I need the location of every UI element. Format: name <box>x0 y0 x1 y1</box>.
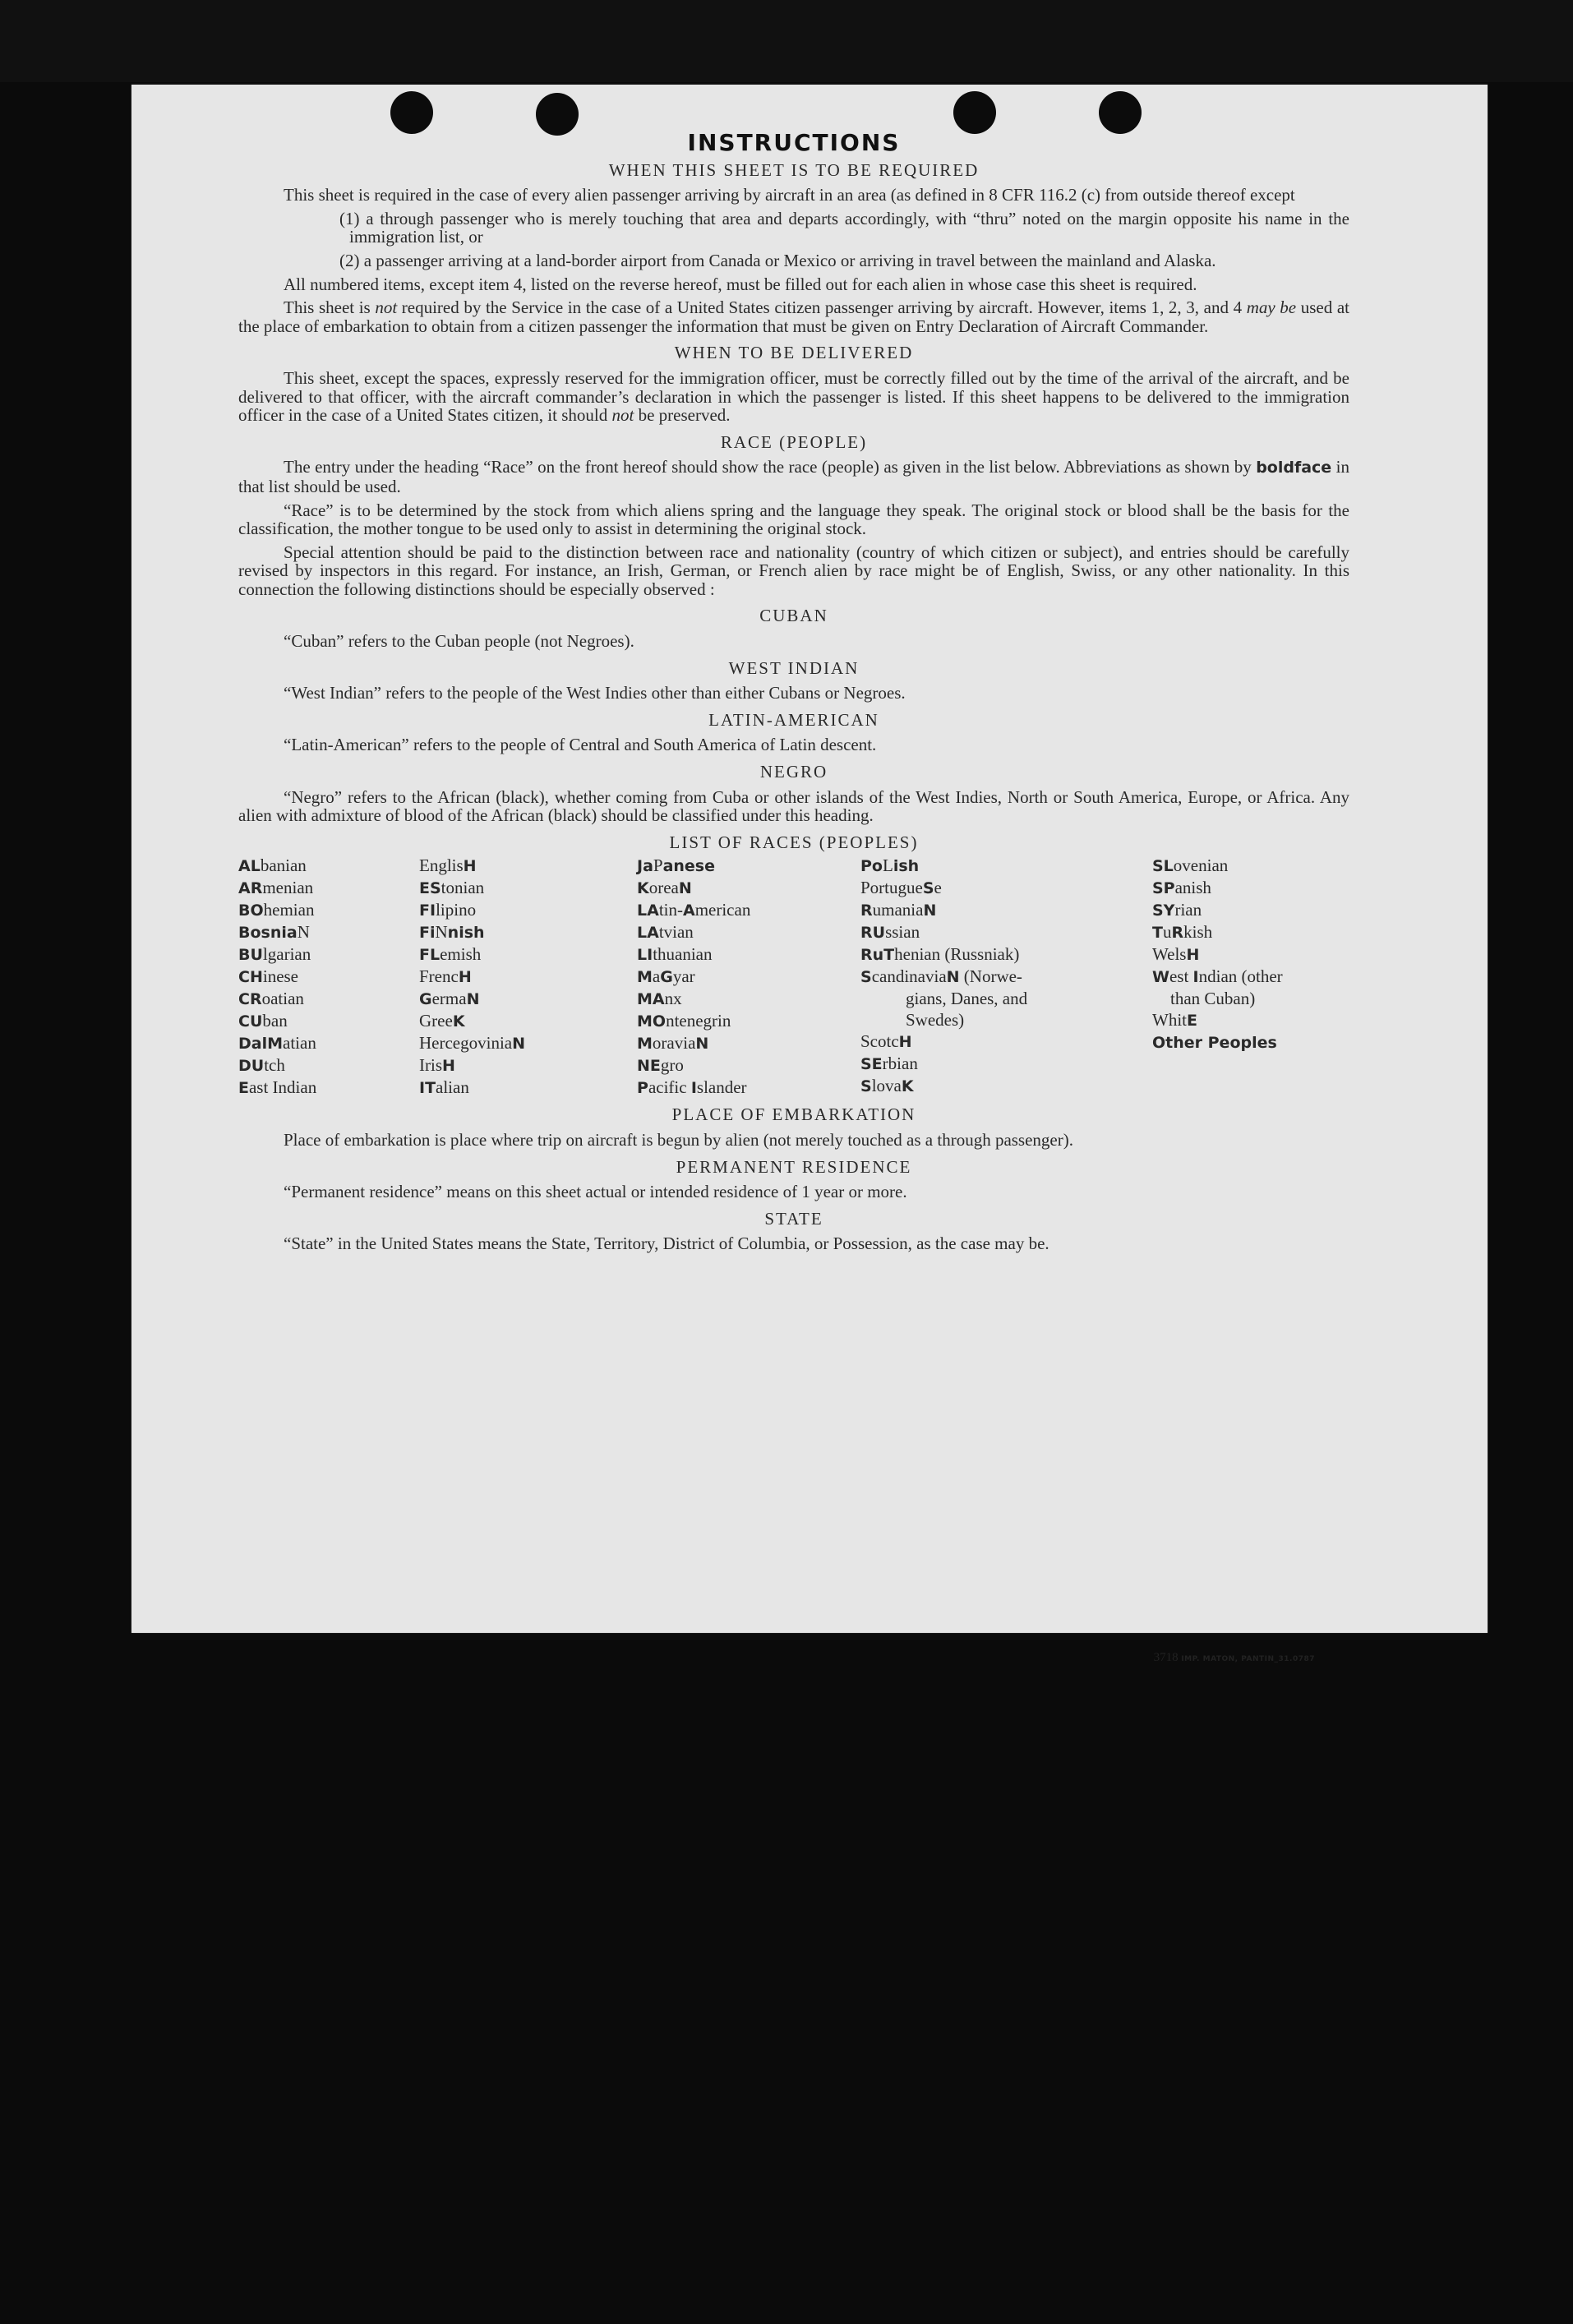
punch-hole <box>390 91 433 134</box>
race-entry: DUtch <box>238 1055 285 1076</box>
race-entry: NEgro <box>637 1055 684 1076</box>
paragraph: “West Indian” refers to the people of the West Indies other than either Cubans or Negroes. <box>284 683 906 703</box>
race-entry: RUssian <box>860 922 920 943</box>
race-entry: SLovenian <box>1152 855 1229 876</box>
paragraph: “State” in the United States means the State, Territory, District of Columbia, or Possession, as the case may be. <box>284 1233 1049 1254</box>
race-entry: BOhemian <box>238 900 315 920</box>
paragraph: This sheet, except the spaces, expressly reserved for the immigration officer, must be correctly filled out by the time of the arrival of the aircraft, and be delivered to that officer, with the aircraft commander’s declaration in which the passenger is listed. If this sheet happens to be delivered to the immigration officer in the case of a United States citizen, it should not be preserved. <box>238 367 1349 426</box>
section-heading: WHEN TO BE DELIVERED <box>674 343 914 363</box>
paragraph: “Negro” refers to the African (black), whether coming from Cuba or other islands of the West Indies, North or South America, Europe, or Africa. Any alien with admixture of blood of the African (black) should be classified under this heading. <box>238 786 1349 826</box>
paragraph: Special attention should be paid to the distinction between race and nationality (country of which citizen or subject), and entries should be carefully revised by inspectors in this regard. For instance, an Irish, German, or French alien by race might be of English, Swiss, or any other nationality. In this connection the following distinctions should be especially observed : <box>238 542 1349 599</box>
section-heading: PLACE OF EMBARKATION <box>671 1104 916 1125</box>
punch-hole <box>1099 91 1142 134</box>
race-entry: Pacific Islander <box>637 1077 747 1098</box>
race-entry: ALbanian <box>238 855 307 876</box>
race-entry: LIthuanian <box>637 944 713 965</box>
race-entry: ScandinaviaN (Norwe- <box>860 966 1022 987</box>
race-entry: ScotcH <box>860 1031 912 1052</box>
race-entry: EStonian <box>419 878 485 898</box>
race-entry: gians, Danes, and <box>906 989 1028 1009</box>
race-entry: FIlipino <box>419 900 477 920</box>
paragraph: “Race” is to be determined by the stock from which aliens spring and the language they speak. The original stock or blood shall be the basis for the classification, the mother tongue to be used only to assist in determining the original stock. <box>238 500 1349 539</box>
race-column <box>1152 855 1349 1099</box>
race-entry: East Indian <box>238 1077 317 1098</box>
race-entry: BUlgarian <box>238 944 311 965</box>
race-entry: ITalian <box>419 1077 469 1098</box>
section-heading: PERMANENT RESIDENCE <box>676 1156 912 1177</box>
instruction-sheet <box>131 85 1488 1664</box>
race-entry: KoreaN <box>637 878 692 898</box>
race-entry: CRoatian <box>238 989 304 1009</box>
race-entry: EnglisH <box>419 855 477 876</box>
race-entry: SYrian <box>1152 900 1202 920</box>
race-entry: FiNnish <box>419 922 485 943</box>
paragraph: The entry under the heading “Race” on the front hereof should show the race (people) as given in the list below. Abbreviations as shown by boldface in that list should be used. <box>238 457 1350 496</box>
race-entry: GermaN <box>419 989 480 1009</box>
race-entry: HercegoviniaN <box>419 1033 526 1054</box>
race-entry: DalMatian <box>238 1033 316 1054</box>
race-entry: LAtin-American <box>637 900 751 920</box>
race-entry: Other Peoples <box>1152 1034 1277 1053</box>
punch-hole <box>536 93 579 136</box>
race-entry: MoraviaN <box>637 1033 709 1054</box>
section-heading: LIST OF RACES (PEOPLES) <box>669 832 919 852</box>
race-entry: WelsH <box>1152 944 1200 965</box>
race-entry: FLemish <box>419 944 482 965</box>
paragraph: This sheet is required in the case of every alien passenger arriving by aircraft in an area (as defined in 8 CFR 116.2 (c) from outside thereof except <box>284 185 1295 205</box>
race-entry: JaPanese <box>637 855 716 876</box>
scan-top-strip <box>0 0 1573 82</box>
race-list <box>238 855 1349 1099</box>
race-column <box>419 855 637 1099</box>
form-footer <box>1154 1651 1315 1665</box>
race-entry: SErbian <box>860 1054 918 1074</box>
race-entry: PortugueSe <box>860 878 942 898</box>
race-entry: CHinese <box>238 966 299 987</box>
race-entry: TuRkish <box>1152 922 1213 943</box>
race-column <box>238 855 419 1099</box>
paragraph: “Permanent residence” means on this sheet actual or intended residence of 1 year or more. <box>284 1182 907 1202</box>
section-heading: RACE (PEOPLE) <box>720 431 868 452</box>
paragraph: All numbered items, except item 4, listed on the reverse hereof, must be filled out for each alien in whose case this sheet is required. <box>284 274 1197 294</box>
section-heading: CUBAN <box>759 606 828 626</box>
paragraph: “Cuban” refers to the Cuban people (not Negroes). <box>284 631 634 652</box>
race-entry: MOntenegrin <box>637 1011 731 1031</box>
race-entry: WhitE <box>1152 1010 1197 1031</box>
printer-imprint: IMP. MATON, PANTIN_31.0787 <box>1181 1655 1315 1663</box>
race-entry: LAtvian <box>637 922 694 943</box>
race-entry: FrencH <box>419 966 472 987</box>
race-entry: SPanish <box>1152 878 1211 898</box>
race-entry: RumaniaN <box>860 900 937 920</box>
section-heading: WHEN THIS SHEET IS TO BE REQUIRED <box>608 159 980 180</box>
race-entry: MAnx <box>637 989 682 1009</box>
race-entry: BosniaN <box>238 922 310 943</box>
race-entry: Swedes) <box>906 1010 965 1031</box>
instructions-text <box>238 129 1350 1258</box>
paragraph: “Latin-American” refers to the people of Central and South America of Latin descent. <box>284 735 877 755</box>
section-heading: NEGRO <box>759 762 828 782</box>
race-entry: West Indian (other <box>1152 966 1283 987</box>
race-entry: CUban <box>238 1011 288 1031</box>
section-heading: STATE <box>764 1208 823 1229</box>
page-title: INSTRUCTIONS <box>687 129 901 156</box>
race-entry: ARmenian <box>238 878 314 898</box>
race-entry: than Cuban) <box>1170 989 1256 1009</box>
paragraph: Place of embarkation is place where trip on aircraft is begun by alien (not merely touched as a through passenger). <box>284 1130 1073 1150</box>
race-entry: RuThenian (Russniak) <box>860 944 1020 965</box>
punch-hole <box>953 91 996 134</box>
race-column <box>637 855 860 1099</box>
race-column <box>860 855 1152 1099</box>
race-entry: GreeK <box>419 1011 465 1031</box>
section-heading: WEST INDIAN <box>728 657 860 678</box>
section-heading: LATIN-AMERICAN <box>708 709 879 730</box>
race-entry: PoLish <box>860 855 920 876</box>
race-entry: SlovaK <box>860 1076 914 1096</box>
exception-item: (2) a passenger arriving at a land-border airport from Canada or Mexico or arriving in travel between the mainland and Alaska. <box>339 250 1216 270</box>
paragraph: This sheet is not required by the Service in the case of a United States citizen passenger arriving by aircraft. However, items 1, 2, 3, and 4 may be used at the place of embarkation to obtain from a citizen passenger the information that must be given on Entry Declaration of Aircraft Commander. <box>238 297 1349 336</box>
race-entry: IrisH <box>419 1055 455 1076</box>
form-number: 3718 <box>1153 1651 1179 1664</box>
exception-item: (1) a through passenger who is merely touching that area and departs accordingly, with “thru” noted on the margin opposite his name in the immigration list, or <box>339 208 1349 247</box>
race-entry: MaGyar <box>637 966 695 987</box>
